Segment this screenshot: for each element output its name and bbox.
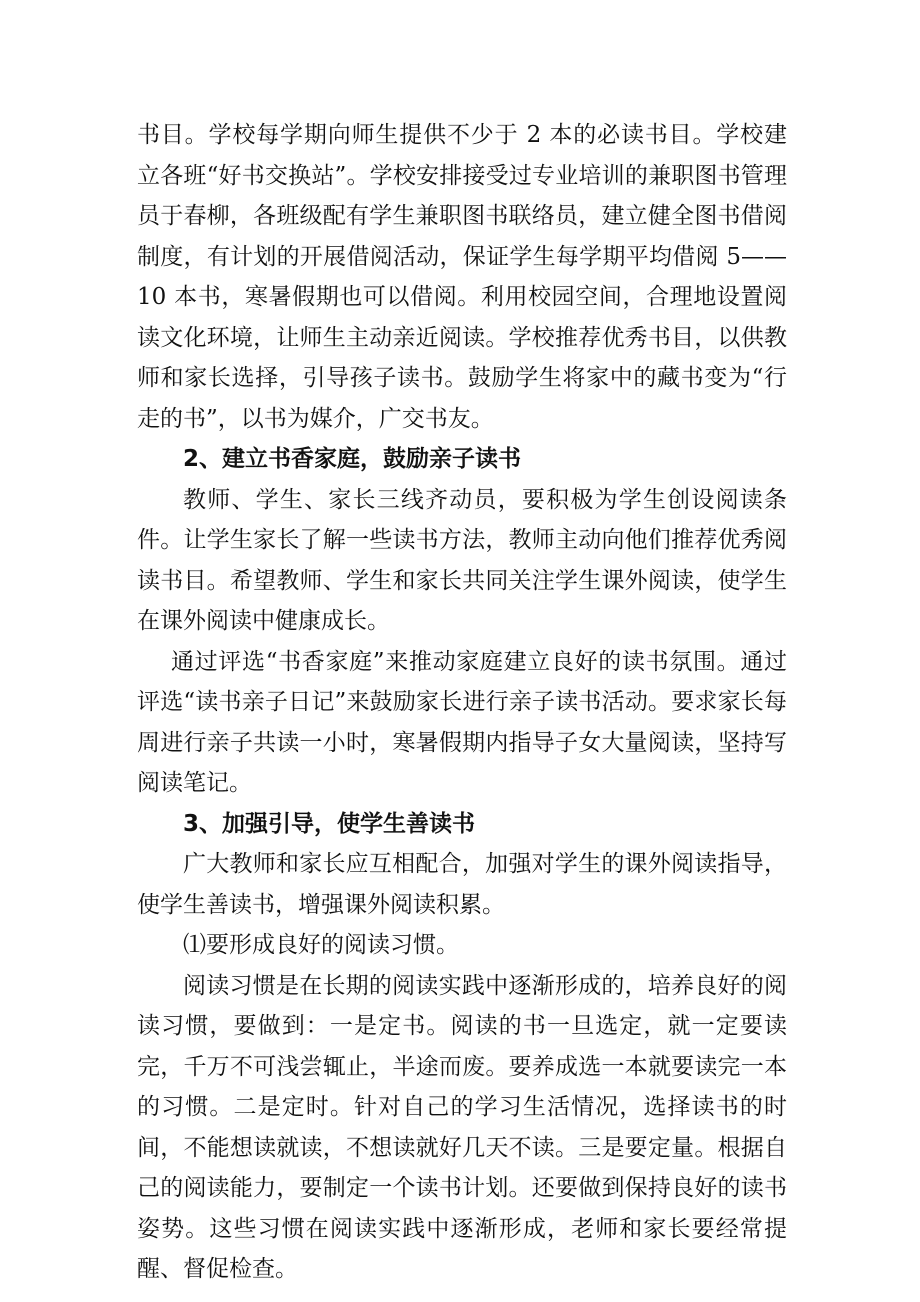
paragraph-book-lending: 书目。学校每学期向师生提供不少于 2 本的必读书目。学校建立各班“好书交换站”。学校安排接受过专业培训的兼职图书管理员于春柳，各班级配有学生兼职图书联络员，建立健全图书借阅制度，有计划的开展借阅活动，保证学生每学期平均借阅 5——10 本书，寒暑假期也可以借阅。利用校园空间，合理地设置阅读文化环境，让师生主动亲近阅读。学校推荐优秀书目，以供教师和家长选择，引导孩子读书。鼓励学生将家中的藏书变为“行走的书”，以书为媒介，广交书友。 xyxy=(137,122,787,432)
document-body xyxy=(137,115,787,1290)
section-heading-guidance: 3、加强引导，使学生善读书 xyxy=(183,810,476,837)
paragraph-reading-habit-details: 阅读习惯是在长期的阅读实践中逐渐形成的，培养良好的阅读习惯，要做到：一是定书。阅读的书一旦选定，就一定要读完，千万不可浅尝辄止，半途而废。要养成选一本就要读完一本的习惯。二是定时。针对自己的学习生活情况，选择读书的时间，不能想读就读，不想读就好几天不读。三是要定量。根据自己的阅读能力，要制定一个读书计划。还要做到保持良好的读书姿势。这些习惯在阅读实践中逐渐形成，老师和家长要经常提醒、督促检查。 xyxy=(137,972,787,1282)
paragraph-cooperation: 广大教师和家长应互相配合，加强对学生的课外阅读指导，使学生善读书，增强课外阅读积累。 xyxy=(137,851,787,918)
paragraph-family-selection: 通过评选“书香家庭”来推动家庭建立良好的读书氛围。通过评选“读书亲子日记”来鼓励家长进行亲子读书活动。要求家长每周进行亲子共读一小时，寒暑假期内指导子女大量阅读，坚持写阅读笔记。 xyxy=(137,648,787,796)
section-heading-family-reading: 2、建立书香家庭，鼓励亲子读书 xyxy=(183,446,522,472)
subheading-reading-habit: ⑴要形成良好的阅读习惯。 xyxy=(183,932,459,958)
paragraph-three-party-mobilization: 教师、学生、家长三线齐动员，要积极为学生创设阅读条件。让学生家长了解一些读书方法，教师主动向他们推荐优秀阅读书目。希望教师、学生和家长共同关注学生课外阅读，使学生在课外阅读中健康成长。 xyxy=(137,486,787,634)
